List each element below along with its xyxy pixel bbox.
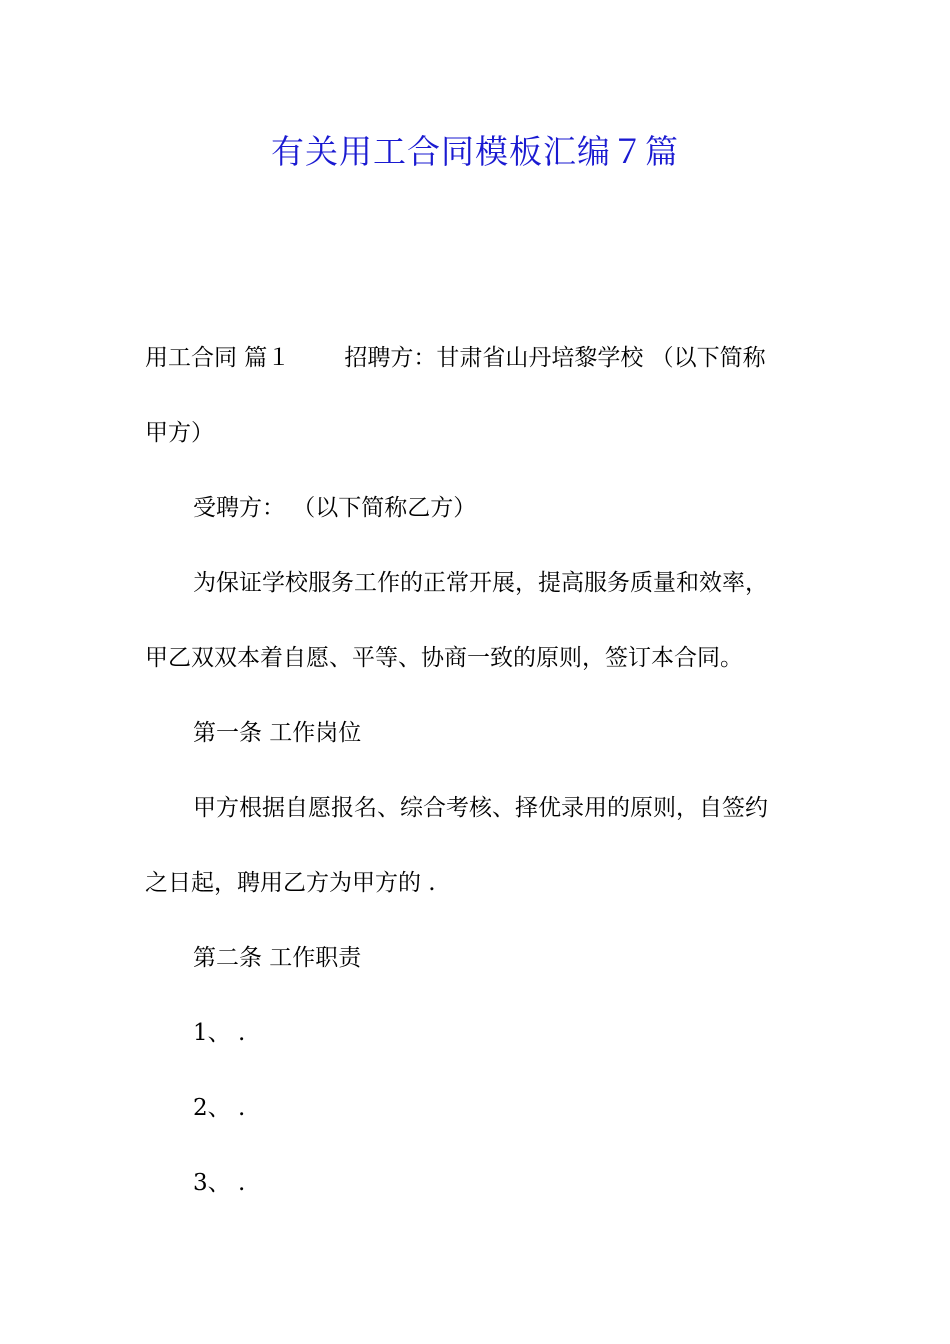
paragraph-line-4: 为保证学校服务工作的正常开展，提高服务质量和效率， <box>193 570 768 596</box>
paragraph-line-1 <box>145 340 815 376</box>
employee-line: 受聘方： （以下简称乙方） <box>193 495 477 521</box>
paragraph-line-8: 之日起，聘用乙方为甲方的 . <box>145 870 436 896</box>
paragraph-line-2: 甲方） <box>145 420 214 446</box>
employer-line: 招聘方：甘肃省山丹培黎学校 （以下简称 <box>344 345 766 371</box>
paragraph-line-5: 甲乙双双本着自愿、平等、协商一致的原则，签订本合同。 <box>145 645 743 671</box>
article-two-heading: 第二条 工作职责 <box>193 945 362 971</box>
paragraph-line-7: 甲方根据自愿报名、综合考核、择优录用的原则，自签约 <box>193 795 768 821</box>
document-title: 有关用工合同模板汇编７篇 <box>271 132 679 171</box>
list-item: 2、 . <box>193 1095 246 1121</box>
list-item: 1、 . <box>193 1020 246 1046</box>
list-item: 3、 . <box>193 1170 246 1196</box>
article-one-heading: 第一条 工作岗位 <box>193 720 362 746</box>
contract-heading: 用工合同 篇１ <box>145 345 291 371</box>
